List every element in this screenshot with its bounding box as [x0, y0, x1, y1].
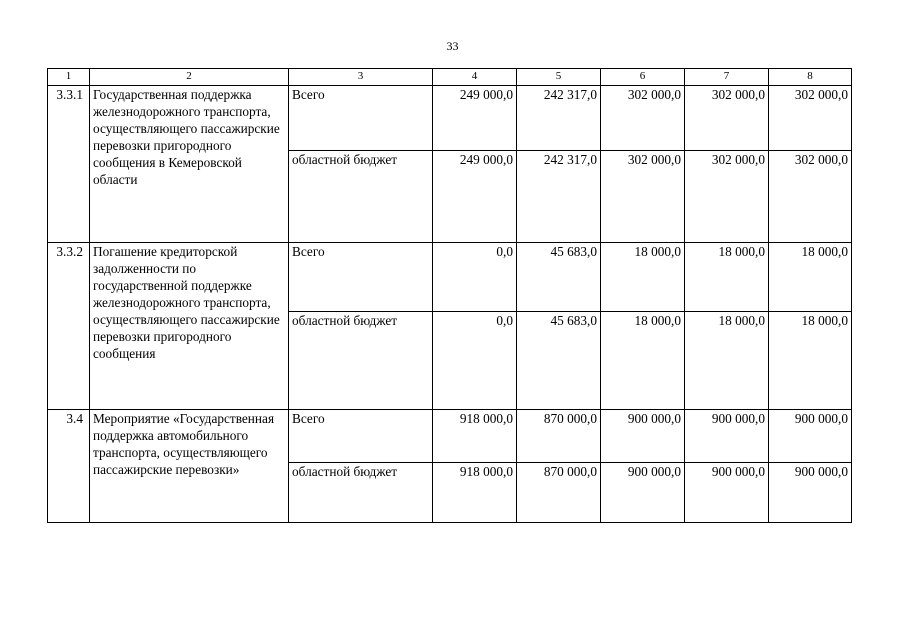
amount-cell: 18 000,0: [769, 312, 852, 410]
amount-cell: 900 000,0: [601, 410, 685, 463]
amount-cell: 870 000,0: [517, 410, 601, 463]
funding-source: Всего: [289, 410, 433, 463]
table-row: [48, 243, 852, 312]
amount-cell: 900 000,0: [685, 463, 769, 523]
budget-table: [47, 68, 852, 523]
page-number: 33: [446, 39, 459, 53]
funding-source: Всего: [289, 243, 433, 312]
amount-cell: 242 317,0: [517, 151, 601, 243]
column-number: 5: [517, 69, 601, 86]
column-number: 1: [48, 69, 90, 86]
item-code: 3.3.2: [48, 243, 90, 410]
amount-cell: 18 000,0: [601, 243, 685, 312]
column-number: 6: [601, 69, 685, 86]
amount-cell: 45 683,0: [517, 243, 601, 312]
funding-source: областной бюджет: [289, 151, 433, 243]
amount-cell: 18 000,0: [601, 312, 685, 410]
table-row: [48, 410, 852, 463]
amount-cell: 900 000,0: [685, 410, 769, 463]
column-number: 8: [769, 69, 852, 86]
amount-cell: 18 000,0: [685, 243, 769, 312]
amount-cell: 302 000,0: [769, 86, 852, 151]
funding-source: областной бюджет: [289, 312, 433, 410]
item-name: Погашение кредиторской задолженности по государственной поддержке железнодорожного транспорта, осуществляющего пассажирские перевозки пригородного сообщения: [90, 243, 289, 410]
amount-cell: 900 000,0: [601, 463, 685, 523]
amount-cell: 302 000,0: [769, 151, 852, 243]
column-number-row: [48, 69, 852, 86]
amount-cell: 302 000,0: [601, 151, 685, 243]
amount-cell: 249 000,0: [433, 151, 517, 243]
amount-cell: 918 000,0: [433, 463, 517, 523]
amount-cell: 918 000,0: [433, 410, 517, 463]
column-number: 7: [685, 69, 769, 86]
item-name: Мероприятие «Государственная поддержка автомобильного транспорта, осуществляющего пассажирские перевозки»: [90, 410, 289, 523]
amount-cell: 18 000,0: [685, 312, 769, 410]
amount-cell: 302 000,0: [685, 86, 769, 151]
amount-cell: 242 317,0: [517, 86, 601, 151]
amount-cell: 18 000,0: [769, 243, 852, 312]
column-number: 4: [433, 69, 517, 86]
amount-cell: 0,0: [433, 243, 517, 312]
amount-cell: 302 000,0: [685, 151, 769, 243]
amount-cell: 900 000,0: [769, 410, 852, 463]
item-name: Государственная поддержка железнодорожного транспорта, осуществляющего пассажирские перевозки пригородного сообщения в Кемеровской области: [90, 86, 289, 243]
funding-source: Всего: [289, 86, 433, 151]
column-number: 3: [289, 69, 433, 86]
amount-cell: 249 000,0: [433, 86, 517, 151]
amount-cell: 870 000,0: [517, 463, 601, 523]
amount-cell: 0,0: [433, 312, 517, 410]
amount-cell: 302 000,0: [601, 86, 685, 151]
amount-cell: 45 683,0: [517, 312, 601, 410]
item-code: 3.3.1: [48, 86, 90, 243]
item-code: 3.4: [48, 410, 90, 523]
table-row: [48, 86, 852, 151]
amount-cell: 900 000,0: [769, 463, 852, 523]
funding-source: областной бюджет: [289, 463, 433, 523]
column-number: 2: [90, 69, 289, 86]
